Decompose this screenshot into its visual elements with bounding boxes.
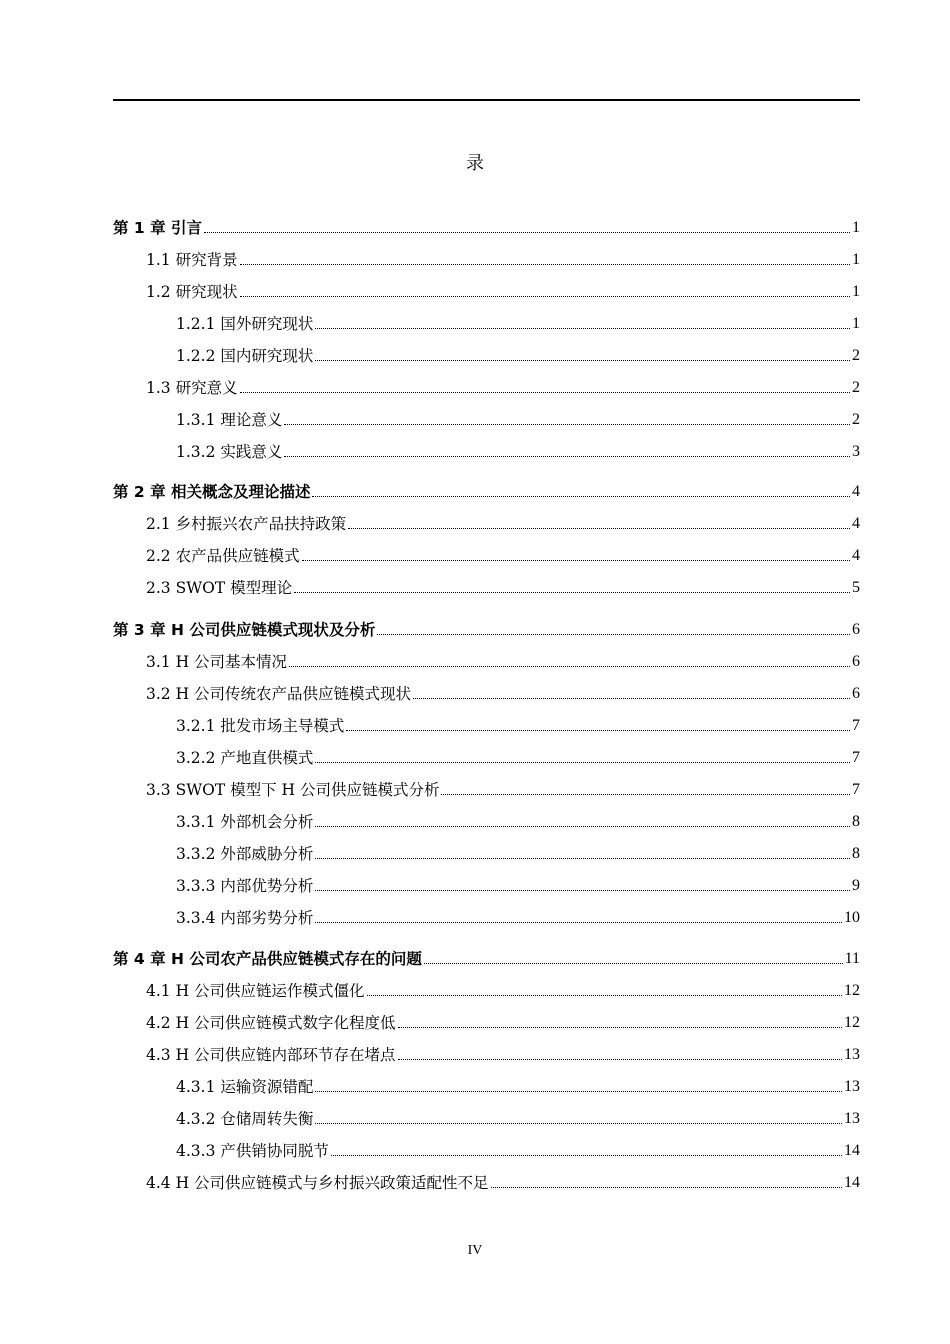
toc-entry-label: 4.3.1 运输资源错配 <box>176 1078 314 1096</box>
toc-entry-page: 14 <box>844 1174 860 1191</box>
toc-entry-chapter[interactable] <box>113 480 860 504</box>
toc-entry-section[interactable] <box>146 1171 860 1195</box>
toc-entry-page: 9 <box>852 877 860 894</box>
toc-entry-page: 13 <box>844 1110 860 1127</box>
toc-entry-subsection[interactable] <box>176 874 860 898</box>
toc-entry-label: 3.1 H 公司基本情况 <box>146 653 288 671</box>
toc-entry-page: 4 <box>852 483 860 500</box>
toc-entry-section[interactable] <box>146 248 860 272</box>
toc-entry-chapter[interactable] <box>113 618 860 642</box>
toc-leader-dots <box>284 456 850 457</box>
toc-entry-subsection[interactable] <box>176 1075 860 1099</box>
toc-entry-page: 11 <box>844 950 860 967</box>
toc-leader-dots <box>315 762 850 763</box>
toc-leader-dots <box>240 392 850 393</box>
toc-entry-page: 1 <box>852 219 860 236</box>
toc-leader-dots <box>346 730 850 731</box>
toc-entry-section[interactable] <box>146 512 860 536</box>
toc-leader-dots <box>424 963 843 964</box>
toc-entry-page: 14 <box>844 1142 860 1159</box>
toc-leader-dots <box>367 995 842 996</box>
toc-leader-dots <box>294 592 850 593</box>
toc-entry-subsection[interactable] <box>176 1107 860 1131</box>
toc-entry-page: 2 <box>852 411 860 428</box>
toc-entry-chapter[interactable] <box>113 947 860 971</box>
toc-entry-section[interactable] <box>146 682 860 706</box>
toc-entry-section[interactable] <box>146 376 860 400</box>
toc-entry-page: 3 <box>852 443 860 460</box>
toc-entry-label: 3.3.4 内部劣势分析 <box>176 909 314 927</box>
toc-entry-label: 3.2.1 批发市场主导模式 <box>176 717 345 735</box>
toc-leader-dots <box>315 890 850 891</box>
toc-entry-page: 13 <box>844 1078 860 1095</box>
toc-entry-page: 7 <box>852 749 860 766</box>
toc-entry-subsection[interactable] <box>176 344 860 368</box>
toc-entry-section[interactable] <box>146 1011 860 1035</box>
toc-entry-subsection[interactable] <box>176 714 860 738</box>
toc-entry-label: 第 1 章 引言 <box>113 219 202 237</box>
toc-entry-page: 5 <box>852 579 860 596</box>
toc-leader-dots <box>315 1091 842 1092</box>
toc-entry-label: 2.3 SWOT 模型理论 <box>146 579 293 597</box>
toc-entry-section[interactable] <box>146 576 860 600</box>
toc-entry-section[interactable] <box>146 544 860 568</box>
toc-entry-section[interactable] <box>146 280 860 304</box>
toc-leader-dots <box>398 1027 842 1028</box>
toc-entry-label: 3.3 SWOT 模型下 H 公司供应链模式分析 <box>146 781 440 799</box>
toc-entry-label: 第 2 章 相关概念及理论描述 <box>113 483 311 501</box>
toc-entry-label: 第 3 章 H 公司供应链模式现状及分析 <box>113 621 376 639</box>
toc-entry-page: 2 <box>852 347 860 364</box>
toc-entry-page: 8 <box>852 845 860 862</box>
toc-entry-label: 2.2 农产品供应链模式 <box>146 547 300 565</box>
toc-entry-label: 4.3.2 仓储周转失衡 <box>176 1110 314 1128</box>
toc-entry-label: 2.1 乡村振兴农产品扶持政策 <box>146 515 347 533</box>
toc-leader-dots <box>302 560 850 561</box>
toc-leader-dots <box>315 858 850 859</box>
toc-entry-section[interactable] <box>146 778 860 802</box>
toc-entry-page: 2 <box>852 379 860 396</box>
toc-entry-label: 1.3.2 实践意义 <box>176 443 283 461</box>
toc-entry-label: 1.2.2 国内研究现状 <box>176 347 314 365</box>
toc-entry-label: 1.3 研究意义 <box>146 379 238 397</box>
toc-entry-subsection[interactable] <box>176 1139 860 1163</box>
toc-entry-subsection[interactable] <box>176 746 860 770</box>
toc-entry-page: 10 <box>844 909 860 926</box>
toc-leader-dots <box>315 1123 842 1124</box>
toc-entry-page: 1 <box>852 251 860 268</box>
toc-entry-page: 4 <box>852 547 860 564</box>
toc-entry-chapter[interactable] <box>113 216 860 240</box>
toc-entry-page: 6 <box>852 685 860 702</box>
toc-entry-section[interactable] <box>146 1043 860 1067</box>
toc-entry-page: 6 <box>852 653 860 670</box>
toc-entry-label: 1.2.1 国外研究现状 <box>176 315 314 333</box>
toc-leader-dots <box>315 360 850 361</box>
toc-entry-label: 3.3.2 外部威胁分析 <box>176 845 314 863</box>
toc-entry-subsection[interactable] <box>176 312 860 336</box>
toc-leader-dots <box>315 826 850 827</box>
toc-leader-dots <box>491 1187 842 1188</box>
toc-leader-dots <box>398 1059 842 1060</box>
toc-entry-label: 4.3.3 产供销协同脱节 <box>176 1142 329 1160</box>
toc-leader-dots <box>331 1155 842 1156</box>
toc-leader-dots <box>441 794 850 795</box>
toc-leader-dots <box>413 698 850 699</box>
toc-entry-label: 4.2 H 公司供应链模式数字化程度低 <box>146 1014 396 1032</box>
toc-entry-page: 4 <box>852 515 860 532</box>
toc-entry-label: 3.3.1 外部机会分析 <box>176 813 314 831</box>
toc-entry-label: 4.1 H 公司供应链运作模式僵化 <box>146 982 365 1000</box>
toc-leader-dots <box>348 528 850 529</box>
toc-entry-label: 3.3.3 内部优势分析 <box>176 877 314 895</box>
toc-entry-label: 1.3.1 理论意义 <box>176 411 283 429</box>
toc-leader-dots <box>315 922 842 923</box>
toc-entry-page: 12 <box>844 1014 860 1031</box>
toc-entry-page: 1 <box>852 315 860 332</box>
toc-leader-dots <box>377 634 850 635</box>
toc-entry-label: 4.3 H 公司供应链内部环节存在堵点 <box>146 1046 396 1064</box>
toc-leader-dots <box>315 328 850 329</box>
toc-entry-subsection[interactable] <box>176 408 860 432</box>
toc-entry-subsection[interactable] <box>176 440 860 464</box>
toc-entry-page: 7 <box>852 717 860 734</box>
toc-entry-label: 1.2 研究现状 <box>146 283 238 301</box>
toc-leader-dots <box>284 424 850 425</box>
toc-entry-page: 1 <box>852 283 860 300</box>
toc-entry-subsection[interactable] <box>176 842 860 866</box>
page-title: 录 <box>466 153 484 174</box>
toc-entry-label: 3.2.2 产地直供模式 <box>176 749 314 767</box>
toc-entry-label: 1.1 研究背景 <box>146 251 238 269</box>
header-rule <box>113 99 860 101</box>
toc-leader-dots <box>240 296 850 297</box>
toc-leader-dots <box>312 496 850 497</box>
toc-entry-page: 8 <box>852 813 860 830</box>
toc-entry-label: 3.2 H 公司传统农产品供应链模式现状 <box>146 685 412 703</box>
toc-entry-page: 13 <box>844 1046 860 1063</box>
toc-entry-section[interactable] <box>146 650 860 674</box>
toc-entry-section[interactable] <box>146 979 860 1003</box>
toc-entry-subsection[interactable] <box>176 906 860 930</box>
page-number: IV <box>467 1243 483 1258</box>
toc-entry-label: 4.4 H 公司供应链模式与乡村振兴政策适配性不足 <box>146 1174 489 1192</box>
toc-leader-dots <box>289 666 850 667</box>
toc-leader-dots <box>240 264 850 265</box>
toc-entry-page: 12 <box>844 982 860 999</box>
toc-entry-page: 6 <box>852 621 860 638</box>
toc-entry-page: 7 <box>852 781 860 798</box>
toc-entry-subsection[interactable] <box>176 810 860 834</box>
toc-entry-label: 第 4 章 H 公司农产品供应链模式存在的问题 <box>113 950 422 968</box>
toc-leader-dots <box>204 232 850 233</box>
